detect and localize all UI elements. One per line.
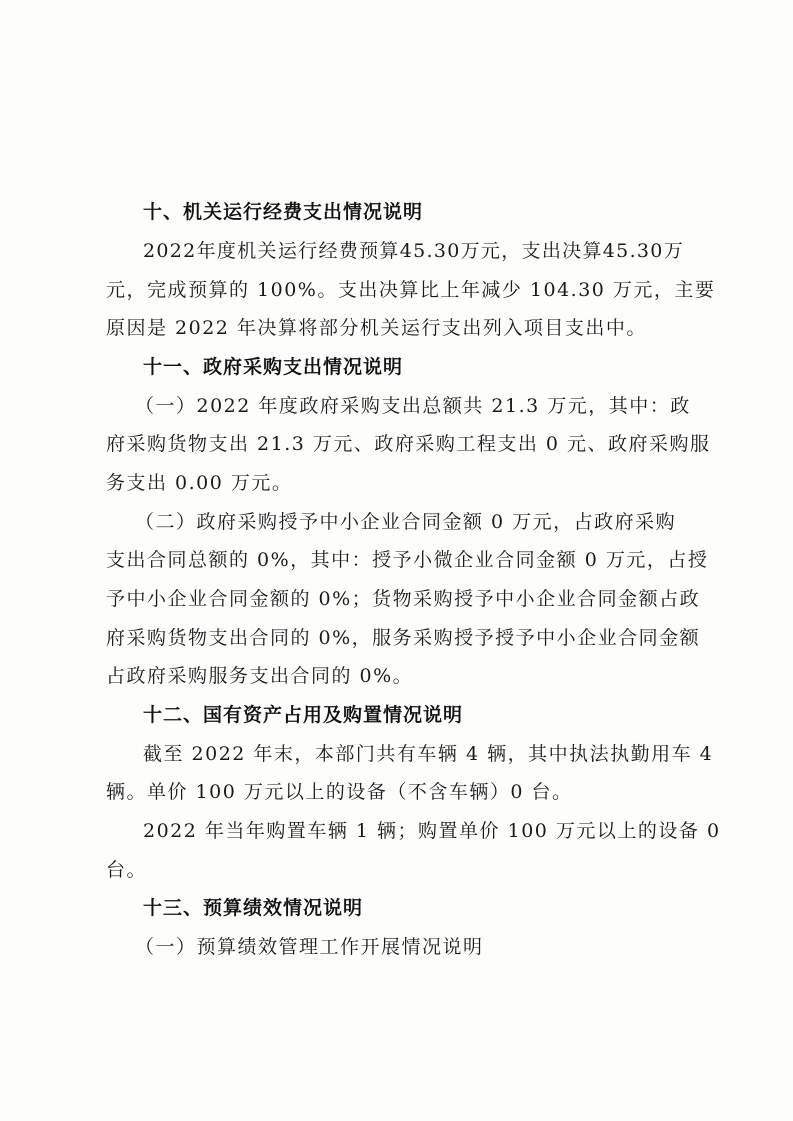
section-heading-11: 十一、政府采购支出情况说明	[143, 356, 404, 378]
paragraph-line: 2 0 2 2 年 度 机 关 运 行 经 费 预 算 4 5 . 3 0 万 元 ， 支 出 决 算 4 5 . 3 0 万	[143, 240, 683, 262]
paragraph-line: 予中小企业合同金额的 0%；货物采购授予中小企业合同金额占政	[106, 588, 701, 610]
paragraph-line: 台。	[106, 859, 148, 881]
paragraph-line: 支出合同总额的 0%，其中：授予小微企业合同金额 0 万元，占授	[106, 549, 709, 571]
section-heading-10: 十、机关运行经费支出情况说明	[143, 201, 424, 223]
paragraph-line: （一）2022 年度政府采购支出总额共 21.3 万元，其中：政	[135, 395, 691, 417]
paragraph-line: 务支出 0.00 万元。	[106, 472, 293, 494]
paragraph-line: 原因是 2022 年决算将部分机关运行支出列入项目支出中。	[106, 317, 647, 339]
subsection-heading: （一）预算绩效管理工作开展情况说明	[135, 936, 484, 958]
section-heading-12: 十二、国有资产占用及购置情况说明	[143, 704, 464, 726]
paragraph-line: 府采购货物支出合同的 0%，服务采购授予授予中小企业合同金额	[106, 627, 701, 649]
section-heading-13: 十三、预算绩效情况说明	[143, 897, 364, 919]
paragraph-line: 占政府采购服务支出合同的 0%。	[106, 665, 414, 687]
paragraph-line: 截至 2022 年末，本部门共有车辆 4 辆，其中执法执勤用车 4	[143, 743, 714, 765]
paragraph-line: 府采购货物支出 21.3 万元、政府采购工程支出 0 元、政府采购服	[106, 433, 711, 455]
paragraph-line: 2022 年当年购置车辆 1 辆；购置单价 100 万元以上的设备 0	[143, 820, 721, 842]
paragraph-line: 辆。单价 100 万元以上的设备（不含车辆）0 台。	[106, 781, 573, 803]
paragraph-line: 元，完成预算的 100%。支出决算比上年减少 104.30 万元，主要	[106, 279, 716, 301]
paragraph-line: （二）政府采购授予中小企业合同金额 0 万元，占政府采购	[135, 511, 677, 533]
